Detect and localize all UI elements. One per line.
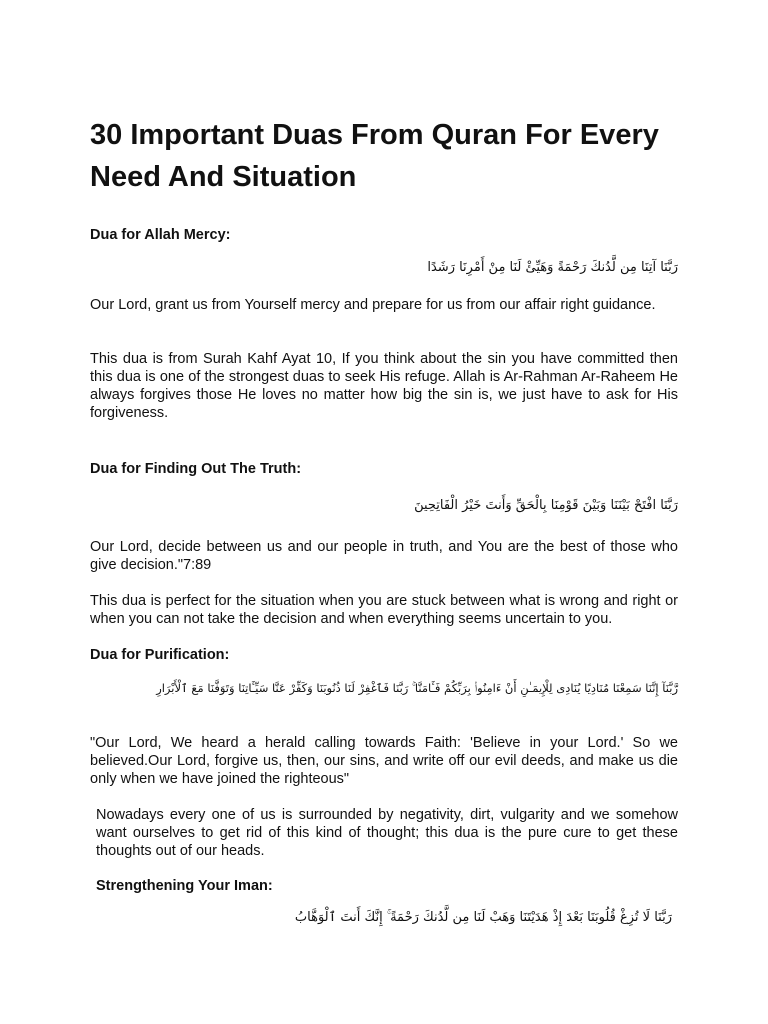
translation-purification: "Our Lord, We heard a herald calling towards Faith: 'Believe in your Lord.' So we believed.Our Lord, forgive us, then, our sins, and write off our evil deeds, and make us die only when we have joined the righteous" [90, 735, 678, 787]
section-heading-mercy: Dua for Allah Mercy: [90, 227, 231, 243]
explanation-truth: This dua is perfect for the situation when you are stuck between what is wrong and right or when you can not take the decision and when everything seems uncertain to you. [90, 593, 678, 627]
section-heading-purification: Dua for Purification: [90, 647, 230, 663]
arabic-verse-purification: رَّبَّنَآ إِنَّنَا سَمِعْنَا مُنَادِيًا يُنَادِى لِلْإِيمَـٰنِ أَنْ ءَامِنُوا۟ بِرَبِّكُمْ فَـَٔامَنَّا ۚ رَبَّنَا فَٱغْفِرْ لَنَا ذُنُوبَنَا وَكَفِّرْ عَنَّا سَيِّـَٔاتِنَا وَتَوَفَّنَا مَعَ ٱلْأَبْرَارِ [156, 681, 678, 695]
section-heading-truth: Dua for Finding Out The Truth: [90, 461, 302, 477]
explanation-mercy: This dua is from Surah Kahf Ayat 10, If you think about the sin you have committed then this dua is one of the strongest duas to seek His refuge. Allah is Ar-Rahman Ar-Raheem He always forgives those He loves no matter how big the sin is, we just have to ask for His forgiveness. [90, 351, 678, 421]
arabic-verse-iman: رَبَّنَا لَا تُزِغْ قُلُوبَنَا بَعْدَ إِذْ هَدَيْتَنَا وَهَبْ لَنَا مِن لَّدُنكَ رَحْمَةً ۚ إِنَّكَ أَنتَ ٱلْوَهَّابُ [294, 910, 672, 925]
page-title: 30 Important Duas From Quran For Every Need And Situation [90, 119, 659, 193]
arabic-verse-mercy: رَبَّنَا آتِنَا مِن لَّدُنكَ رَحْمَةً وَهَيِّئْ لَنَا مِنْ أَمْرِنَا رَشَدًا [427, 260, 678, 275]
explanation-purification: Nowadays every one of us is surrounded by negativity, dirt, vulgarity and we somehow want ourselves to get rid of this kind of thought; this dua is the pure cure to get these thoughts out of our heads. [96, 807, 678, 859]
translation-truth: Our Lord, decide between us and our people in truth, and You are the best of those who give decision."7:89 [90, 539, 678, 573]
arabic-verse-truth: رَبَّنَا افْتَحْ بَيْنَنَا وَبَيْنَ قَوْمِنَا بِالْحَقِّ وَأَنتَ خَيْرُ الْفَاتِحِينَ [414, 498, 678, 513]
section-heading-iman: Strengthening Your Iman: [96, 878, 273, 894]
translation-mercy: Our Lord, grant us from Yourself mercy and prepare for us from our affair right guidance. [90, 297, 656, 313]
